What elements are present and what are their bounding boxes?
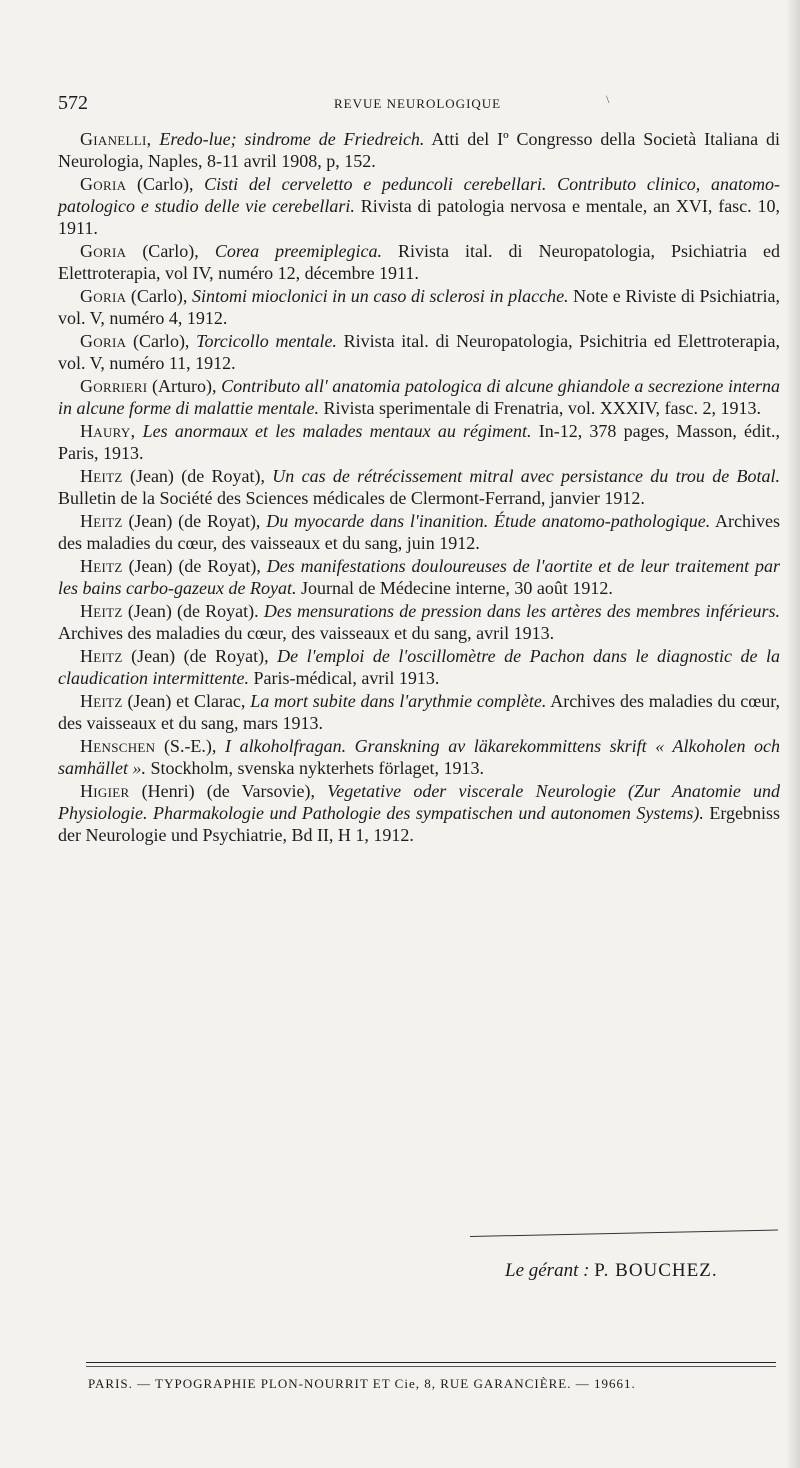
entry-author: Henschen [80,736,156,756]
bibliography-entry [58,780,780,846]
entry-author: Haury, [80,421,136,441]
entry-author-detail: (Jean) (de Royat), [131,646,269,666]
entry-author-detail: (Jean) et Clarac, [127,691,246,711]
entry-source: Ergebniss der Neurologie und Psychiatrie, Bd II, H 1, 1912. [58,803,780,845]
entry-author: Heitz [80,556,123,576]
entry-title: Des mensurations de pression dans les artères des membres inférieurs. [263,601,780,621]
entry-author: Goria [80,174,127,194]
entry-author: Gianelli, [80,129,152,149]
entry-author-detail: (Jean) (de Royat), [128,511,261,531]
entry-title: Cisti del cerveletto e peduncoli cerebellari. Contributo clinico, anatomo-patologico e studio delle vie cerebellari. [58,174,781,216]
bibliography-entry [58,240,780,284]
entry-author-detail: (Henri) (de Varsovie), [141,781,316,801]
entry-title: Les anormaux et les malades mentaux au régiment. [142,421,532,441]
bibliography-entry [58,465,780,509]
bibliography-entry [58,510,780,554]
entry-source: Archives des maladies du cœur, des vaisseaux et du sang, avril 1913. [58,623,555,643]
entry-source: Stockholm, svenska nykterhets förlaget, 1913. [150,758,484,778]
entry-author: Goria [80,331,127,351]
entry-author-detail: (Carlo), [142,241,199,261]
signature-rule [470,1230,778,1237]
bibliography-entry [58,285,780,329]
entry-source: Atti del Iº Congresso della Società Italiana di Neurologia, Naples, 8-11 avril 1908, p, 152. [58,129,780,171]
entry-title: Vegetative oder viscerale Neurologie (Zur Anatomie und Physiologie. Pharmakologie und Pathologie des sympatischen und autonomen Systems). [58,781,781,823]
bibliography-entry [58,128,780,172]
page-edge-shadow [786,0,800,1468]
entry-title: Des manifestations douloureuses de l'aortite et de leur traitement par les bains carbo-gazeux de Royat. [58,556,781,598]
bibliography-entry [58,645,780,689]
entry-title: Eredo-lue; sindrome de Friedreich. [159,129,425,149]
entry-source: Rivista sperimentale di Frenatria, vol. XXXIV, fasc. 2, 1913. [323,398,762,418]
entry-title: Sintomi mioclonici in un caso di sclerosi in placche. [191,286,569,306]
entry-title: La mort subite dans l'arythmie complète. [250,691,547,711]
entry-title: Contributo all' anatomia patologica di alcune ghiandole a secrezione interna in alcune forme di malattie mentale. [58,376,781,418]
entry-source: Rivista ital. di Neuropatologia, Psichitria ed Elettroterapia, vol. V, numéro 11, 1912. [58,331,781,373]
entry-author-detail: (Carlo), [136,174,194,194]
entry-source: Archives des maladies du cœur, des vaisseaux et du sang, juin 1912. [58,511,781,553]
entry-title: De l'emploi de l'oscillomètre de Pachon dans le diagnostic de la claudication intermittente. [58,646,781,688]
entry-author: Heitz [80,466,123,486]
entry-author: Heitz [80,691,123,711]
entry-author-detail: (Jean) (de Royat), [128,556,261,576]
entry-author: Heitz [80,511,123,531]
entry-source: Rivista di patologia nervosa e mentale, an XVI, fasc. 10, 1911. [58,196,781,238]
footer-rule-secondary [86,1366,776,1367]
entry-title: Corea preemiplegica. [214,241,382,261]
entry-author: Goria [80,241,127,261]
entry-author-detail: (Jean) (de Royat), [129,466,265,486]
entry-author-detail: (Arturo), [152,376,217,396]
signature-block [505,1260,718,1282]
entry-source: Note e Riviste di Psichiatria, vol. V, numéro 4, 1912. [58,286,781,328]
page-header [58,92,758,116]
bibliography-list [58,128,780,847]
bibliography-entry [58,420,780,464]
bibliography-entry [58,555,780,599]
signature-name: P. BOUCHEZ. [594,1260,718,1281]
entry-title: Torcicollo mentale. [196,331,337,351]
stray-mark: \ [606,92,610,106]
entry-author: Gorrieri [80,376,148,396]
entry-author: Heitz [80,601,123,621]
footer-rule [86,1362,776,1363]
entry-author-detail: (Jean) (de Royat). [127,601,259,621]
entry-title: Un cas de rétrécissement mitral avec persistance du trou de Botal. [272,466,780,486]
running-head: REVUE NEUROLOGIQUE [334,96,502,111]
entry-title: I alkoholfragan. Granskning av läkarekommittens skrift « Alkoholen och samhället ». [58,736,781,778]
entry-source: Archives des maladies du cœur, des vaisseaux et du sang, mars 1913. [58,691,781,733]
entry-title: Du myocarde dans l'inanition. Étude anatomo-pathologique. [266,511,711,531]
bibliography-entry [58,173,780,239]
entry-source: Journal de Médecine interne, 30 août 1912. [300,578,613,598]
signature-label: Le gérant : [505,1260,590,1281]
entry-source: In-12, 378 pages, Masson, édit., Paris, 1913. [58,421,781,463]
bibliography-entry [58,600,780,644]
entry-author: Higier [80,781,130,801]
entry-author-detail: (Carlo), [130,286,188,306]
entry-source: Rivista ital. di Neuropatologia, Psichiatria ed Elettroterapia, vol IV, numéro 12, décembre 1911. [58,241,781,283]
entry-author-detail: (Carlo), [132,331,190,351]
page-number: 572 [58,92,88,114]
bibliography-entry [58,690,780,734]
bibliography-entry [58,735,780,779]
entry-author-detail: (S.-E.), [163,736,217,756]
entry-author: Goria [80,286,127,306]
imprint-line: PARIS. — TYPOGRAPHIE PLON-NOURRIT ET Cie, 8, RUE GARANCIÈRE. — 19661. [88,1376,636,1391]
bibliography-entry [58,330,780,374]
bibliography-entry [58,375,780,419]
entry-source: Paris-médical, avril 1913. [253,668,440,688]
entry-author: Heitz [80,646,123,666]
entry-source: Bulletin de la Société des Sciences médicales de Clermont-Ferrand, janvier 1912. [58,488,645,508]
